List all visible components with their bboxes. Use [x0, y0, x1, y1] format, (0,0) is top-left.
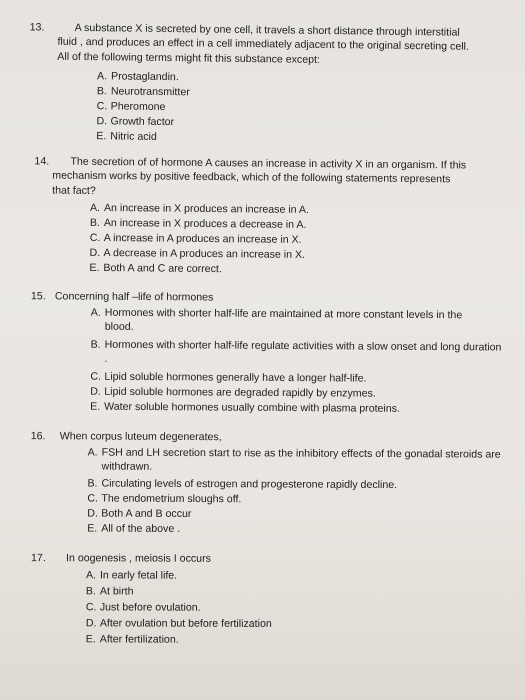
option-c[interactable]	[90, 370, 366, 386]
option-text: Hormones with shorter half-life are maintained at more constant levels in the blood.	[104, 306, 463, 334]
option-text: A decrease in A produces an increase in X.	[103, 247, 306, 261]
option-letter: D.	[87, 507, 98, 520]
option-letter: C.	[87, 492, 99, 505]
option-letter: E.	[89, 261, 100, 274]
option-letter: C.	[89, 231, 101, 244]
option-e[interactable]	[89, 261, 222, 277]
option-letter: A.	[85, 569, 97, 582]
option-text: An increase in X produces an increase in A.	[103, 202, 309, 216]
stem-line: that fact?	[52, 184, 96, 197]
option-d[interactable]	[90, 385, 376, 401]
stem-line: Concerning half –life of hormones	[54, 290, 214, 304]
option-text: In early fetal life.	[99, 569, 178, 582]
option-e[interactable]	[96, 129, 157, 144]
option-letter: C.	[96, 100, 108, 113]
option-d[interactable]	[90, 246, 306, 262]
option-letter: B.	[85, 585, 96, 598]
question-stem	[60, 429, 500, 446]
option-b[interactable]	[97, 84, 190, 100]
option-letter: B.	[89, 216, 100, 229]
option-letter: E.	[87, 522, 98, 535]
option-text: Both A and C are correct.	[103, 262, 222, 276]
question-number: 17.	[31, 552, 46, 565]
option-letter: E.	[85, 633, 96, 646]
option-text: Prostaglandin.	[111, 70, 179, 84]
option-text: The endometrium sloughs off.	[101, 492, 242, 506]
option-letter: A.	[89, 201, 101, 214]
option-c[interactable]	[97, 99, 166, 114]
option-c[interactable]	[87, 491, 241, 506]
option-text: Circulating levels of estrogen and progesterone rapidly decline.	[101, 477, 398, 492]
option-a[interactable]	[86, 568, 177, 583]
option-letter: B.	[96, 85, 107, 98]
stem-line: The secretion of of hormone A causes an increase in activity X in an organism. If this	[70, 155, 467, 172]
stem-line: All of the following terms might fit this substance except:	[57, 50, 320, 66]
question-number: 15.	[30, 290, 46, 303]
stem-line: A substance X is secreted by one cell, it travels a short distance through interstitial	[74, 21, 460, 39]
option-text: An increase in X produces a decrease in A.	[103, 217, 307, 231]
option-a[interactable]	[90, 201, 309, 218]
option-letter: D.	[89, 246, 101, 259]
option-b[interactable]	[90, 338, 504, 370]
option-letter: E.	[90, 400, 101, 413]
option-letter: D.	[85, 617, 97, 630]
option-letter: D.	[90, 385, 101, 398]
stem-line: When corpus luteum degenerates,	[59, 430, 222, 444]
question-stem	[52, 155, 510, 202]
stem-line: mechanism works by positive feedback, which of the following statements represents	[52, 169, 451, 186]
option-a[interactable]	[97, 69, 179, 84]
option-b[interactable]	[87, 476, 397, 492]
question-stem	[66, 551, 506, 567]
stem-line: In oogenesis , meiosis I occurs	[66, 552, 211, 565]
question-stem	[57, 21, 514, 70]
option-e[interactable]	[87, 521, 180, 536]
option-text: After fertilization.	[99, 633, 179, 646]
option-text: All of the above .	[101, 522, 181, 535]
option-letter: A.	[97, 70, 108, 83]
option-text: Neurotransmitter	[110, 85, 190, 99]
option-text: Lipid soluble hormones generally have a longer half-life.	[104, 370, 367, 385]
option-text: Nitric acid	[110, 130, 157, 143]
option-a[interactable]	[88, 445, 502, 476]
option-e[interactable]	[86, 632, 179, 647]
option-letter: A.	[87, 446, 98, 459]
option-text: Just before ovulation.	[99, 601, 201, 614]
option-letter: C.	[85, 601, 97, 614]
stem-line: fluid , and produces an effect in a cell immediately adjacent to the original secreting cell.	[57, 36, 469, 54]
option-text: At birth	[99, 585, 134, 598]
option-letter: D.	[96, 115, 108, 128]
option-d[interactable]	[87, 506, 191, 521]
option-letter: B.	[90, 338, 101, 351]
option-letter: A.	[90, 306, 101, 319]
option-e[interactable]	[90, 400, 400, 417]
option-b[interactable]	[90, 216, 307, 232]
option-letter: C.	[90, 370, 102, 383]
option-text: FSH and LH secretion start to rise as the inhibitory effects of the gonadal steroids are withdrawn.	[101, 446, 501, 474]
option-text: After ovulation but before fertilization	[99, 617, 272, 630]
option-text: Water soluble hormones usually combine with plasma proteins.	[104, 400, 400, 415]
option-text: Pheromone	[110, 100, 166, 114]
option-text: Both A and B occur	[101, 507, 192, 521]
option-c[interactable]	[86, 600, 201, 615]
option-text: A increase in A produces an increase in X.	[103, 232, 302, 246]
question-number: 16.	[30, 430, 46, 443]
option-text: Hormones with shorter half-life regulate activities with a slow onset and long duration .	[104, 338, 502, 366]
option-d[interactable]	[96, 114, 174, 129]
option-letter: B.	[87, 477, 98, 490]
option-b[interactable]	[86, 584, 134, 599]
option-letter: E.	[96, 130, 107, 143]
option-d[interactable]	[86, 616, 272, 631]
option-c[interactable]	[90, 231, 302, 247]
question-13	[0, 0, 525, 143]
option-text: Growth factor	[110, 115, 175, 129]
option-text: Lipid soluble hormones are degraded rapidly by enzymes.	[104, 385, 376, 400]
question-number: 13.	[29, 21, 45, 34]
option-a[interactable]	[91, 306, 485, 338]
question-number: 14.	[34, 155, 50, 168]
question-stem	[55, 289, 495, 306]
